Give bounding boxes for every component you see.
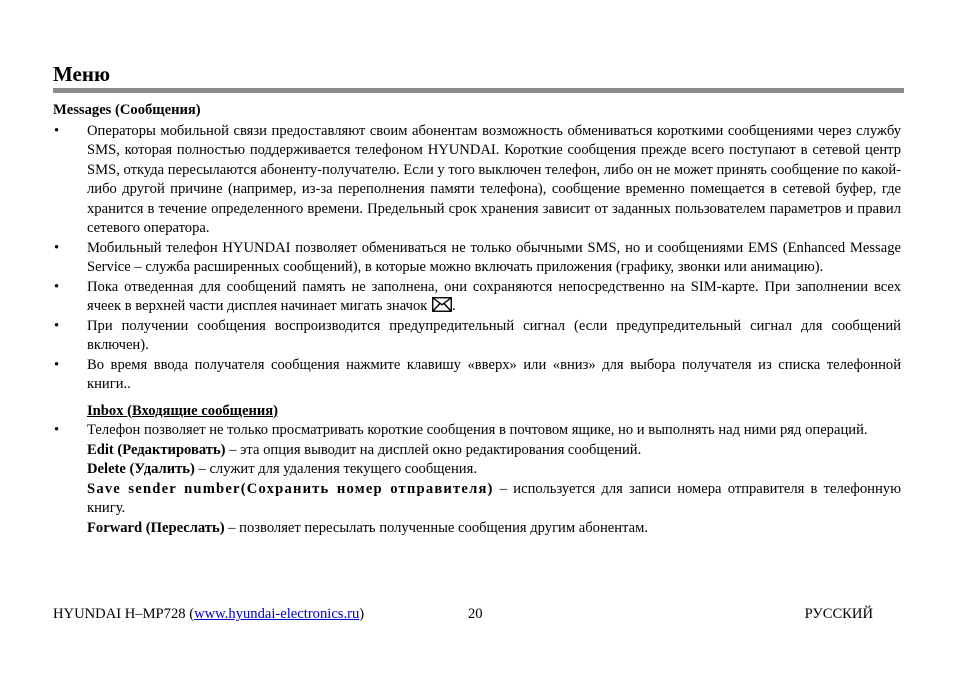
list-item-text: Мобильный телефон HYUNDAI позволяет обмениваться не только обычными SMS, но и сообщениями EMS (Enhanced Message Service – служба расширенных сообщений), в которые можно включать приложения (графику, звонки или анимацию). <box>87 239 901 275</box>
option-desc: – служит для удаления текущего сообщения. <box>194 461 477 477</box>
list-item <box>53 122 901 239</box>
option-name: Save sender number(Сохранить номер отправителя) <box>87 480 494 497</box>
inbox-bullet-list <box>53 421 901 441</box>
website-link[interactable]: www.hyundai-electronics.ru <box>194 606 360 622</box>
messages-heading: Messages (Сообщения) <box>53 102 201 118</box>
list-item-text: При получении сообщения воспроизводится предупредительный сигнал (если предупредительный сигнал для сообщений включен). <box>87 317 901 353</box>
option-name: Delete (Удалить) <box>87 461 195 477</box>
list-item <box>53 278 901 317</box>
bullet-icon: • <box>54 356 60 373</box>
messages-bullet-list <box>53 122 901 395</box>
option-edit <box>53 441 901 461</box>
bullet-icon: • <box>54 278 60 295</box>
option-desc: – эта опция выводит на дисплей окно редактирования сообщений. <box>225 441 642 458</box>
footer-model <box>53 605 364 624</box>
list-item <box>53 239 901 278</box>
list-item <box>53 356 901 395</box>
option-desc: – позволяет пересылать полученные сообщения другим абонентам. <box>224 519 648 536</box>
list-item-text: Во время ввода получателя сообщения нажмите клавишу «вверх» или «вниз» для выбора получателя из списка телефонной книги.. <box>87 356 901 392</box>
envelope-icon <box>432 297 452 312</box>
option-name: Forward (Переслать) <box>87 519 225 536</box>
page-title: Меню <box>53 62 111 86</box>
title-rule <box>53 88 904 93</box>
bullet-icon: • <box>54 422 60 438</box>
list-item <box>53 317 901 356</box>
bullet-icon: • <box>54 317 60 334</box>
bullet-icon: • <box>54 239 60 256</box>
list-item <box>53 421 901 441</box>
option-name: Edit (Редактировать) <box>87 441 226 458</box>
option-desc: – используется для записи номера отправителя в телефонную книгу. <box>87 480 901 516</box>
bullet-icon: • <box>54 122 60 139</box>
list-item-text: Телефон позволяет не только просматривать короткие сообщения в почтовом ящике, но и выполнять над ними ряд операций. <box>87 422 868 438</box>
inbox-heading: Inbox (Входящие сообщения) <box>87 402 279 419</box>
list-item-text-end: . <box>452 298 456 314</box>
footer-language: РУССКИЙ <box>804 606 873 622</box>
option-forward <box>53 519 901 539</box>
option-save-sender-number <box>53 480 901 519</box>
option-delete <box>53 460 901 480</box>
page-number: 20 <box>468 606 483 622</box>
page-footer <box>53 605 873 625</box>
page-content <box>53 101 901 538</box>
footer-model-text: HYUNDAI H–MP728 ( <box>53 606 195 622</box>
list-item-text: Операторы мобильной связи предоставляют своим абонентам возможность обмениваться короткими сообщениями через службу SMS, которая полностью поддерживается телефоном HYUNDAI. Короткие сообщения прежде всего поступают в сетевой центр SMS, откуда пересылаются абоненту-получателю. Если у того выключен телефон, либо он не может принять сообщение по какой-либо другой причине (например, из-за переполнения памяти телефона), сообщение временно помещается в сетевой буфер, где хранится в течение определенного времени. Предельный срок хранения зависит от заданных пользователем параметров и правил сетевого оператора. <box>87 122 901 236</box>
footer-model-text-end: ) <box>359 606 365 622</box>
list-item-text: Пока отведенная для сообщений память не заполнена, они сохраняются непосредственно на SIM-карте. При заполнении всех ячеек в верхней части дисплея начинает мигать значок <box>87 278 901 314</box>
